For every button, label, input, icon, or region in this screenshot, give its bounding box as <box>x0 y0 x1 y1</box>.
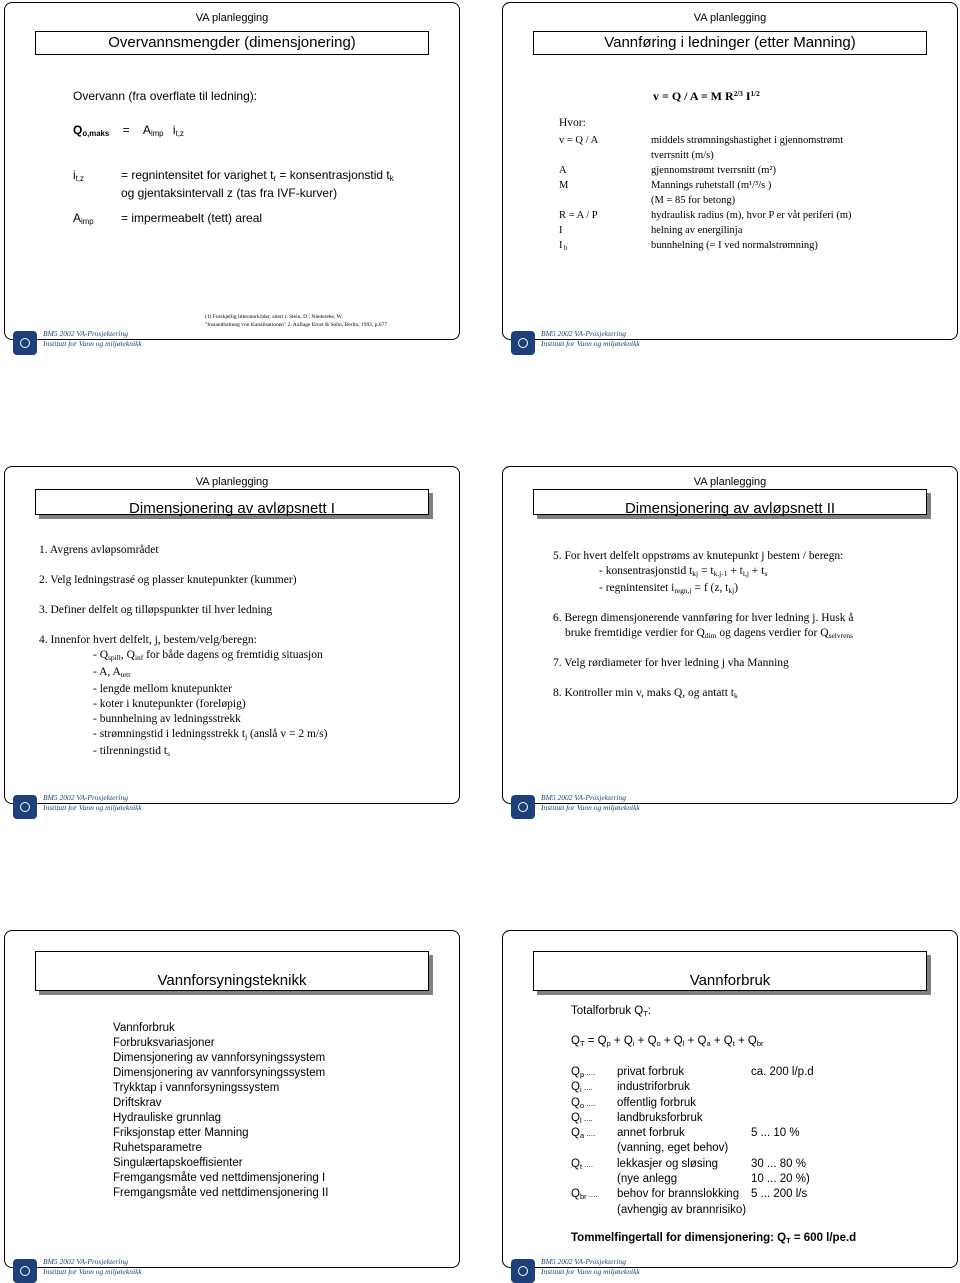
list-item: Hydrauliske grunnlag <box>113 1112 222 1124</box>
consumption-description: (avhengig av brannrisiko) <box>617 1203 747 1216</box>
list-item: 7. Velg rørdiameter for hver ledning j vha Manning <box>553 657 789 669</box>
consumption-symbol: $Q_l$ .... <box>571 1111 593 1125</box>
hvor-label: Hvor: <box>559 117 586 129</box>
definition-row <box>559 133 939 148</box>
list-item: Fremgangsmåte ved nettdimensjonering I <box>113 1172 326 1184</box>
definition-description: tverrsnitt (m/s) <box>651 150 714 161</box>
slide-overvannsmengder: VA planlegging Overvannsmengder (dimensjonering) Overvann (fra overflate til ledning): $Q_{o,maks} = A_{imp}$ $i_{t,z}$ $i_{t,z}$ = regnintensitet for varighet $t_r$ = konsentrasjonstid $t_k$ og gjentaksintervall z (tas fra IVF-kurver) $A_{imp}$ = impermeabelt (tett) areal BM5 2002 VA-Prosjektering Institutt for Vann og miljøteknikk (1) Forskjellig litteraturkilder, sitert i: Stein, D.; Niederehe, W. "Instandhaltung von Kanalisationen" 2. Auflage Ernst & Sohn, Berlin, 1992, p.677 <box>4 2 460 340</box>
topic-list <box>113 1021 328 1201</box>
list-item: Singulærtapskoeffisienter <box>113 1157 243 1169</box>
rule-of-thumb: Tommelfingertall for dimensjonering: $Q_T = 600$ l/pe.d <box>571 1232 857 1245</box>
consumption-description: privat forbruk <box>617 1066 685 1078</box>
consumption-row <box>571 1141 941 1156</box>
slide-header: VA planlegging <box>693 12 767 24</box>
definition-row <box>559 178 939 193</box>
consumption-symbol: $Q_{br}$ .... <box>571 1188 598 1202</box>
consumption-row <box>571 1080 941 1095</box>
manning-formula: v = Q / A = M $R^{2/3}$ $I^{1/2}$ <box>653 89 760 103</box>
institute-logo-icon <box>13 331 37 355</box>
consumption-description: landbruksforbruk <box>617 1111 703 1124</box>
consumption-table <box>571 1065 941 1218</box>
definition-description: Mannings ruhetstall (m¹/³/s ) <box>651 180 772 191</box>
consumption-description: lekkasjer og sløsing <box>617 1157 718 1170</box>
list-item: 4. Innenfor hvert delfelt, j, bestem/velg/beregn: <box>39 634 257 646</box>
slide-title: Vannføring i ledninger (etter Manning) <box>533 31 927 55</box>
consumption-row <box>571 1187 941 1202</box>
slide-vannforbruk: Vannforbruk Totalforbruk $Q_T$: $Q_T = Q_p + Q_i + Q_o + Q_l + Q_a + Q_t + Q_{br}$ $Q_p$ .... privat forbruk ca. 200 l/p.d $Q_i$ .... industriforbruk $Q_o$ .... offentlig forbruk $Q_l$ .... landbruksforbruk $Q_a$ .... annet forbruk 5 ... 10 % (vanning, eget behov) $Q_t$ .... lekkasjer og sløsing 30 ... 80 % (nye anlegg 10 ... 20 %) $Q_{br}$ .... behov for brannslokking 5 ... 200 l/s (avhengig av brannrisiko) Tommelfingertall for dimensjonering: $Q_T = 600$ l/pe.d BM5 2002 VA-Prosjektering Institutt for Vann og miljøteknikk <box>502 930 958 1268</box>
definition-row <box>559 208 939 223</box>
definition-symbol: A <box>559 165 567 176</box>
slide-header: VA planlegging <box>195 12 269 24</box>
consumption-value: 30 ... 80 % <box>751 1157 806 1170</box>
consumption-symbol: $Q_p$ .... <box>571 1066 596 1079</box>
step-list: 5. For hvert delfelt oppstrøms av knutepunkt j bestem / beregn: - konsentrasjonstid $t_{kj} = t_{k,j-1} + t_{l,j} + t_s$ - regnintensitet $i_{regn,j} = f$ (z, $t_{kj}$) 6. Beregn dimensjonerende vannføring for hver ledning j. Husk å bruke fremtidige verdier for $Q_{dim}$ og dagens verdier for $Q_{selvrens}$ 7. Velg rørdiameter for hver ledning j vha Manning 8. Kontroller min v, maks Q, og antatt $t_k$ <box>553 549 854 703</box>
institute-logo-icon <box>511 331 535 355</box>
definition-table <box>559 133 939 253</box>
consumption-row <box>571 1172 941 1187</box>
list-item: 1. Avgrens avløpsområdet <box>39 544 159 556</box>
consumption-row <box>571 1111 941 1126</box>
slide-dimensjonering-1: VA planlegging Dimensjonering av avløpsnett I 1. Avgrens avløpsområdet 2. Velg ledningstrasé og plasser knutepunkter (kummer) 3. Definer delfelt og tilløpspunkter til hver ledning 4. Innenfor hvert delfelt, j, bestem/velg/beregn: - $Q_{spill}$, $Q_{inf}$ for både dagens og fremtidig situasjon - A, $A_{tett}$ - lengde mellom knutepunkter - koter i knutepunkter (foreløpig) - bunnhelning av ledningsstrekk - strømningstid i ledningsstrekk $t_j$ (anslå v = 2 m/s) - tilrenningstid $t_s$ BM5 2002 VA-Prosjektering Institutt for Vann og miljøteknikk <box>4 466 460 804</box>
definition-row <box>559 223 939 238</box>
definition-row: I b bunnhelning (= I ved normalstrømning) <box>559 240 818 252</box>
list-item: Forbruksvariasjoner <box>113 1037 215 1049</box>
total-formula: $Q_T = Q_p + Q_i + Q_o + Q_l + Q_a + Q_t + Q_{br}$ <box>571 1035 764 1048</box>
list-item: 5. For hvert delfelt oppstrøms av knutepunkt j bestem / beregn: <box>553 550 844 562</box>
step-list <box>39 543 327 761</box>
definition-symbol: v = Q / A <box>559 135 599 146</box>
main-equation: $Q_{o,maks} = A_{imp}$ $i_{t,z}$ <box>73 123 184 138</box>
slide-vannforsyningsteknikk: Vannforsyningsteknikk Vannforbruk Forbruksvariasjoner Dimensjonering av vannforsyningssystem Dimensjonering av vannforsyningssystem Trykktap i vannforsyningssystem Driftskrav Hydrauliske grunnlag Friksjonstap etter Manning Ruhetsparametre Singulærtapskoeffisienter Fremgangsmåte ved nettdimensjonering I Fremgangsmåte ved nettdimensjonering II BM5 2002 VA-Prosjektering Institutt for Vann og miljøteknikk <box>4 930 460 1268</box>
definition-row <box>559 163 939 178</box>
def-text-a: = impermeabelt (tett) areal <box>121 211 263 225</box>
slide-title: Overvannsmengder (dimensjonering) <box>35 31 429 55</box>
reference-note: (1) Forskjellig litteraturkilder, sitert i: Stein, D.; Niederehe, W. "Instandhaltung von Kanalisationen" 2. Auflage Ernst & Sohn, Berlin, 1992, p.677 <box>205 314 388 328</box>
definition-symbol: I <box>559 240 563 251</box>
definition-description: (M = 85 for betong) <box>651 195 736 206</box>
intro-text: Overvann (fra overflate til ledning): <box>73 89 258 103</box>
def-symbol-a: $A_{imp}$ <box>73 211 94 226</box>
definition-description: hydraulisk radius (m), hvor P er våt periferi (m) <box>651 210 852 221</box>
list-item: Fremgangsmåte ved nettdimensjonering II <box>113 1187 329 1199</box>
definition-symbol: R = A / P <box>559 210 598 221</box>
list-item: 8. Kontroller min v, maks Q, og antatt $t_k$ <box>553 687 738 700</box>
slide-vannforing: VA planlegging Vannføring i ledninger (etter Manning) v = Q / A = M $R^{2/3}$ $I^{1/2}$ Hvor: v = Q / A middels strømningshastighet i gjennomstrømt tverrsnitt (m/s) A gjennomstrømt tverrsnitt (m²) M Mannings ruhetstall (m¹/³/s ) (M = 85 for betong) R = A / P hydraulisk radius (m), hvor P er våt periferi (m) I helning av energilinja I b bunnhelning (= I ved normalstrømning) BM5 2002 VA-Prosjektering Institutt for Vann og miljøteknikk <box>502 2 958 340</box>
institute-logo-icon <box>511 1259 535 1283</box>
consumption-symbol: $Q_t$ .... <box>571 1157 594 1171</box>
def-symbol-i: $i_{t,z}$ <box>73 168 84 183</box>
consumption-description: annet forbruk <box>617 1127 685 1140</box>
slide-header: VA planlegging <box>195 476 269 488</box>
list-item: Ruhetsparametre <box>113 1142 202 1154</box>
slide-title: Vannforbruk <box>533 951 927 991</box>
definition-description: bunnhelning (= I ved normalstrømning) <box>651 240 818 251</box>
slide-title: Dimensjonering av avløpsnett I <box>35 489 429 515</box>
slide-dimensjonering-2: VA planlegging Dimensjonering av avløpsnett II 5. For hvert delfelt oppstrøms av knutepunkt j bestem / beregn: - konsentrasjonstid $t_{kj} = t_{k,j-1} + t_{l,j} + t_s$ - regnintensitet $i_{regn,j} = f$ (z, $t_{kj}$) 6. Beregn dimensjonerende vannføring for hver ledning j. Husk å bruke fremtidige verdier for $Q_{dim}$ og dagens verdier for $Q_{selvrens}$ 7. Velg rørdiameter for hver ledning j vha Manning 8. Kontroller min v, maks Q, og antatt $t_k$ BM5 2002 VA-Prosjektering Institutt for Vann og miljøteknikk <box>502 466 958 804</box>
consumption-description: behov for brannslokking <box>617 1188 740 1201</box>
institute-logo-icon <box>511 795 535 819</box>
total-label: Totalforbruk $Q_T$: <box>571 1005 651 1018</box>
definition-symbol: M <box>559 180 569 191</box>
list-item: Friksjonstap etter Manning <box>113 1127 249 1139</box>
list-item: Vannforbruk <box>113 1022 175 1034</box>
list-item: 3. Definer delfelt og tilløpspunkter til hver ledning <box>39 604 273 616</box>
def-text-i: = regnintensitet for varighet $t_r$ = konsentrasjonstid $t_k$ og gjentaksintervall z (tas fra IVF-kurver) <box>121 168 394 200</box>
consumption-description: (nye anlegg <box>617 1173 678 1186</box>
consumption-description: (vanning, eget behov) <box>617 1142 729 1155</box>
institute-logo-icon <box>13 1259 37 1283</box>
definition-description: middels strømningshastighet i gjennomstrømt <box>651 135 844 146</box>
slide-title: Dimensjonering av avløpsnett II <box>533 489 927 515</box>
slide-title: Vannforsyningsteknikk <box>35 951 429 991</box>
list-item: Dimensjonering av vannforsyningssystem <box>113 1052 326 1064</box>
sub-list: - $Q_{spill}$, $Q_{inf}$ for både dagens og fremtidig situasjon - A, $A_{tett}$ - lengde mellom knutepunkter - koter i knutepunkter (foreløpig) - bunnhelning av ledningsstrekk - strømningstid i ledningsstrekk $t_j$ (anslå v = 2 m/s) - tilrenningstid $t_s$ <box>93 649 328 758</box>
consumption-value: 5 ... 10 % <box>751 1127 800 1140</box>
consumption-value: ca. 200 l/p.d <box>751 1066 814 1078</box>
definition-row <box>559 193 939 208</box>
definition-row <box>559 148 939 163</box>
definition-description: gjennomstrømt tverrsnitt (m²) <box>651 165 777 176</box>
consumption-row <box>571 1126 941 1141</box>
consumption-symbol: $Q_i$ .... <box>571 1081 593 1095</box>
list-item: Dimensjonering av vannforsyningssystem <box>113 1067 326 1079</box>
consumption-row <box>571 1065 941 1080</box>
consumption-row <box>571 1157 941 1172</box>
list-item: Trykktap i vannforsyningssystem <box>113 1082 280 1094</box>
consumption-description: industriforbruk <box>617 1081 690 1094</box>
list-item: 2. Velg ledningstrasé og plasser knutepunkter (kummer) <box>39 574 297 586</box>
consumption-symbol: $Q_o$ .... <box>571 1096 596 1110</box>
consumption-description: offentlig forbruk <box>617 1096 697 1109</box>
definition-symbol: I <box>559 225 563 236</box>
consumption-value: 10 ... 20 %) <box>751 1173 810 1186</box>
list-item: 6. Beregn dimensjonerende vannføring for hver ledning j. Husk å <box>553 612 854 624</box>
slide-header: VA planlegging <box>693 476 767 488</box>
consumption-value: 5 ... 200 l/s <box>751 1188 808 1201</box>
consumption-row <box>571 1096 941 1111</box>
definition-description: helning av energilinja <box>651 225 743 236</box>
consumption-symbol: $Q_a$ .... <box>571 1127 596 1141</box>
institute-logo-icon <box>13 795 37 819</box>
consumption-row <box>571 1203 941 1218</box>
list-item: Driftskrav <box>113 1097 162 1109</box>
